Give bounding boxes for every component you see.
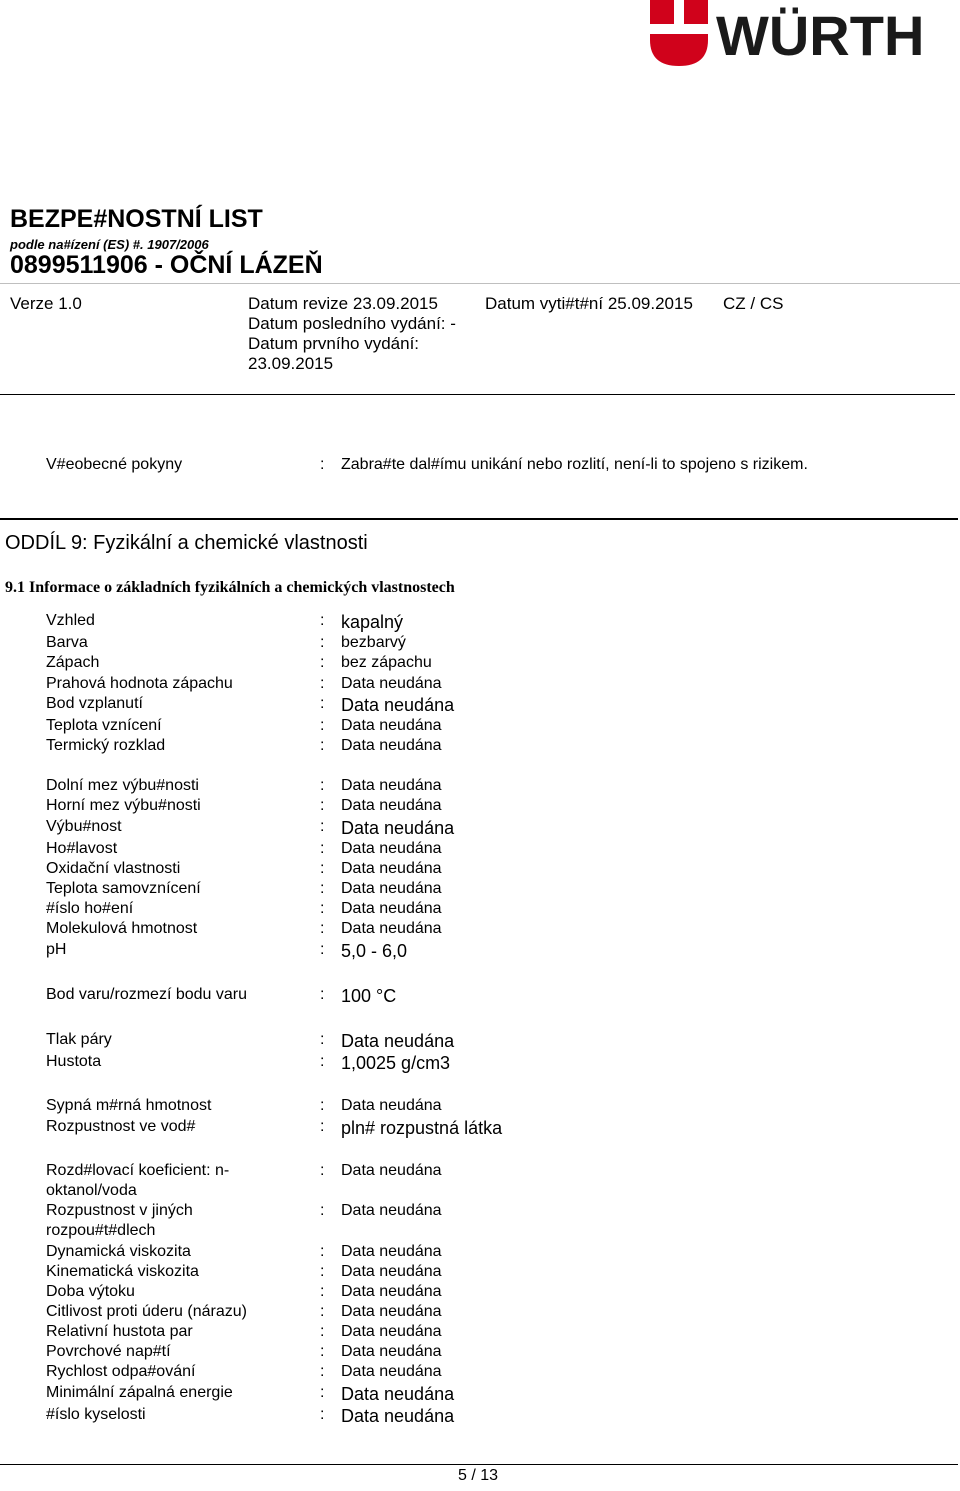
- property-colon: :: [320, 612, 325, 629]
- property-value: Data neudána: [341, 1243, 442, 1260]
- property-colon: :: [320, 1406, 325, 1423]
- general-colon: :: [320, 456, 325, 473]
- property-value: 100 °C: [341, 986, 397, 1006]
- property-colon: :: [320, 1283, 325, 1300]
- general-value: Zabra#te dal#ímu unikání nebo rozlití, není-li to spojeno s rizikem.: [341, 456, 808, 473]
- property-value: Data neudána: [341, 1283, 442, 1300]
- doc-title: BEZPE#NOSTNÍ LIST: [10, 205, 263, 233]
- property-value: Data neudána: [341, 840, 442, 857]
- property-colon: :: [320, 920, 325, 937]
- property-value: Data neudána: [341, 900, 442, 917]
- first-issue-label: Datum prvního vydání:: [248, 334, 420, 353]
- property-colon: :: [320, 1053, 325, 1070]
- property-label: Oxidační vlastnosti: [46, 860, 181, 877]
- property-label: Dynamická viskozita: [46, 1243, 191, 1260]
- property-colon: :: [320, 777, 325, 794]
- property-value: Data neudána: [341, 920, 442, 937]
- property-colon: :: [320, 880, 325, 897]
- section-rule: [0, 518, 958, 520]
- property-colon: :: [320, 695, 325, 712]
- property-value: Data neudána: [341, 1384, 455, 1404]
- property-label: Molekulová hmotnost: [46, 920, 198, 937]
- property-value: bez zápachu: [341, 654, 432, 671]
- property-label: Teplota samovznícení: [46, 880, 201, 897]
- first-issue-date: 23.09.2015: [248, 354, 334, 373]
- property-colon: :: [320, 797, 325, 814]
- property-value: Data neudána: [341, 777, 442, 794]
- version: Verze 1.0: [10, 294, 82, 313]
- property-label: Povrchové nap#tí: [46, 1343, 171, 1360]
- property-label: Minimální zápalná energie: [46, 1384, 233, 1401]
- property-label: Bod vzplanutí: [46, 695, 143, 712]
- property-value: Data neudána: [341, 880, 442, 897]
- general-label: V#eobecné pokyny: [46, 456, 183, 473]
- property-label: Dolní mez výbu#nosti: [46, 777, 199, 794]
- property-colon: :: [320, 1031, 325, 1048]
- property-value: Data neudána: [341, 1202, 442, 1219]
- property-colon: :: [320, 1263, 325, 1280]
- property-value: 1,0025 g/cm3: [341, 1053, 451, 1073]
- property-label: Rozpustnost ve vod#: [46, 1118, 196, 1135]
- property-label: Ho#lavost: [46, 840, 118, 857]
- property-value: Data neudána: [341, 1031, 455, 1051]
- property-label: Rozpustnost v jiných: [46, 1202, 193, 1219]
- property-label: Citlivost proti úderu (nárazu): [46, 1303, 247, 1320]
- property-value: Data neudána: [341, 797, 442, 814]
- property-value: Data neudána: [341, 1162, 442, 1179]
- property-value: Data neudána: [341, 1343, 442, 1360]
- property-value: Data neudána: [341, 818, 455, 838]
- property-label: Vzhled: [46, 612, 95, 629]
- property-colon: :: [320, 840, 325, 857]
- property-label: Výbu#nost: [46, 818, 122, 835]
- property-label: Barva: [46, 634, 88, 651]
- property-colon: :: [320, 1343, 325, 1360]
- property-label: Bod varu/rozmezí bodu varu: [46, 986, 247, 1003]
- property-label: Doba výtoku: [46, 1283, 135, 1300]
- property-label-continued: oktanol/voda: [46, 1182, 137, 1199]
- property-label: Zápach: [46, 654, 100, 671]
- property-label: Teplota vznícení: [46, 717, 162, 734]
- property-colon: :: [320, 737, 325, 754]
- revision-date: Datum revize 23.09.2015: [248, 294, 438, 313]
- regulation: podle na#ízení (ES) #. 1907/2006: [10, 237, 209, 252]
- property-value: Data neudána: [341, 1323, 442, 1340]
- property-label: pH: [46, 941, 67, 958]
- property-value: Data neudána: [341, 717, 442, 734]
- property-label: Horní mez výbu#nosti: [46, 797, 201, 814]
- property-colon: :: [320, 1384, 325, 1401]
- property-value: Data neudána: [341, 1097, 442, 1114]
- print-date: Datum vyti#t#ní 25.09.2015: [485, 294, 693, 313]
- property-colon: :: [320, 634, 325, 651]
- property-colon: :: [320, 1097, 325, 1114]
- property-value: Data neudána: [341, 1303, 442, 1320]
- property-value: bezbarvý: [341, 634, 406, 651]
- property-value: Data neudána: [341, 1263, 442, 1280]
- page-number: 5 / 13: [458, 1467, 499, 1484]
- header-divider: [0, 283, 960, 284]
- property-colon: :: [320, 1303, 325, 1320]
- property-colon: :: [320, 1243, 325, 1260]
- property-label: #íslo ho#ení: [46, 900, 134, 917]
- last-issue: Datum posledního vydání: -: [248, 314, 456, 333]
- section-title: ODDÍL 9: Fyzikální a chemické vlastnosti: [5, 532, 368, 554]
- property-colon: :: [320, 1363, 325, 1380]
- property-value: Data neudána: [341, 860, 442, 877]
- property-colon: :: [320, 1202, 325, 1219]
- property-colon: :: [320, 818, 325, 835]
- property-value: Data neudána: [341, 675, 442, 692]
- footer-divider: [0, 1464, 958, 1465]
- property-label: Kinematická viskozita: [46, 1263, 199, 1280]
- property-label: Rozd#lovací koeficient: n-: [46, 1162, 230, 1179]
- property-value: Data neudána: [341, 737, 442, 754]
- property-colon: :: [320, 1118, 325, 1135]
- property-value: Data neudána: [341, 1363, 442, 1380]
- property-value: Data neudána: [341, 695, 455, 715]
- property-colon: :: [320, 717, 325, 734]
- product-name: 0899511906 - OČNÍ LÁZEŇ: [10, 251, 323, 279]
- property-label-continued: rozpou#t#dlech: [46, 1222, 156, 1239]
- property-colon: :: [320, 1323, 325, 1340]
- property-value: 5,0 - 6,0: [341, 941, 408, 961]
- wurth-logo-wordmark: WÜRTH: [716, 4, 925, 67]
- property-colon: :: [320, 675, 325, 692]
- property-label: #íslo kyselosti: [46, 1406, 146, 1423]
- locale: CZ / CS: [723, 294, 784, 313]
- wurth-logo: [648, 0, 960, 70]
- property-colon: :: [320, 900, 325, 917]
- property-label: Hustota: [46, 1053, 102, 1070]
- property-label: Sypná m#rná hmotnost: [46, 1097, 212, 1114]
- property-label: Tlak páry: [46, 1031, 112, 1048]
- meta-divider: [0, 394, 955, 395]
- property-label: Termický rozklad: [46, 737, 166, 754]
- property-colon: :: [320, 1162, 325, 1179]
- property-label: Rychlost odpa#ování: [46, 1363, 196, 1380]
- property-colon: :: [320, 941, 325, 958]
- property-colon: :: [320, 860, 325, 877]
- property-label: Relativní hustota par: [46, 1323, 193, 1340]
- property-colon: :: [320, 654, 325, 671]
- property-label: Prahová hodnota zápachu: [46, 675, 233, 692]
- property-value: pln# rozpustná látka: [341, 1118, 503, 1138]
- property-value: kapalný: [341, 612, 404, 632]
- property-value: Data neudána: [341, 1406, 455, 1426]
- subsection-title: 9.1 Informace o základních fyzikálních a chemických vlastnostech: [5, 579, 455, 596]
- property-colon: :: [320, 986, 325, 1003]
